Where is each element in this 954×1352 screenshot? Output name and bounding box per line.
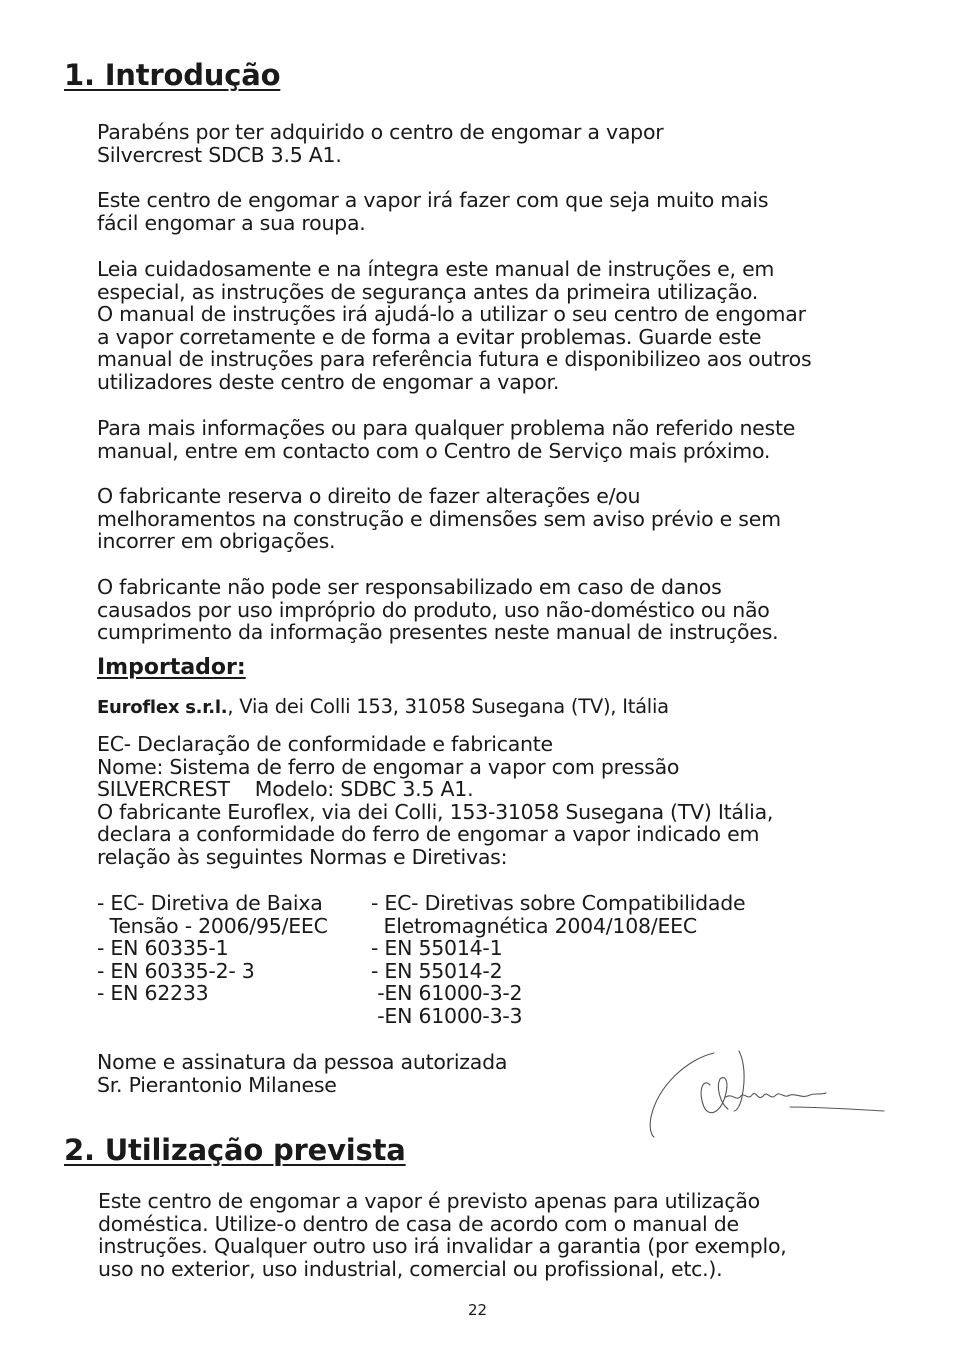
intro-paragraph-1: [97, 121, 663, 166]
norm-item: - EC- Diretivas sobre Compatibilidade: [371, 891, 746, 915]
text-line: O manual de instruções irá ajudá-lo a utilizar o seu centro de engomar: [97, 302, 806, 327]
intro-paragraph-4: [97, 417, 795, 462]
text-line: Parabéns por ter adquirido o centro de engomar a vapor: [97, 120, 664, 144]
text-line: utilizadores deste centro de engomar a vapor.: [97, 369, 560, 394]
text-line: O fabricante reserva o direito de fazer alterações e/ou: [97, 484, 641, 508]
norm-item: - EN 55014-1: [371, 936, 503, 961]
text-line: O fabricante Euroflex, via dei Colli, 153-31058 Susegana (TV) Itália,: [97, 799, 774, 824]
intro-paragraph-5: [97, 485, 781, 553]
text-line: SILVERCREST Modelo: SDBC 3.5 A1.: [97, 777, 474, 802]
text-line: declara a conformidade do ferro de engomar a vapor indicado em: [97, 822, 760, 847]
intro-paragraph-2: [97, 189, 768, 234]
text-line: manual, entre em contacto com o Centro de Serviço mais próximo.: [97, 438, 771, 463]
importer-address-text: , Via dei Colli 153, 31058 Susegana (TV), Itália: [227, 695, 669, 718]
norm-item: Tensão - 2006/95/EEC: [97, 913, 328, 938]
page-number: 22: [468, 1301, 488, 1319]
norm-item: - EN 55014-2: [371, 958, 503, 983]
text-line: especial, as instruções de segurança antes da primeira utilização.: [97, 279, 759, 304]
declaration-block: [97, 733, 773, 869]
importer-heading: Importador:: [97, 655, 246, 680]
norms-left-column: [97, 892, 328, 1005]
norms-right-column: [371, 892, 745, 1028]
text-line: causados por uso impróprio do produto, uso não-doméstico ou não: [97, 597, 770, 622]
norm-item: -EN 61000-3-3: [371, 1003, 523, 1028]
text-line: manual de instruções para referência futura e disponibilizeo aos outros: [97, 347, 812, 372]
signature-image: [640, 1045, 890, 1140]
signatory-block: [97, 1051, 507, 1096]
section-2-title: 2. Utilização prevista: [64, 1133, 406, 1167]
text-line: uso no exterior, uso industrial, comercial ou profissional, etc.).: [98, 1256, 723, 1281]
intended-use-paragraph: [98, 1190, 787, 1280]
text-line: incorrer em obrigações.: [97, 529, 336, 554]
norm-item: - EN 60335-1: [97, 936, 229, 961]
norm-item: Eletromagnética 2004/108/EEC: [371, 913, 697, 938]
text-line: cumprimento da informação presentes neste manual de instruções.: [97, 620, 779, 645]
text-line: EC- Declaração de conformidade e fabricante: [97, 732, 553, 756]
text-line: a vapor corretamente e de forma a evitar problemas. Guarde este: [97, 324, 762, 349]
text-line: Nome: Sistema de ferro de engomar a vapor com pressão: [97, 754, 680, 779]
text-line: Leia cuidadosamente e na íntegra este manual de instruções e, em: [97, 257, 775, 281]
text-line: fácil engomar a sua roupa.: [97, 210, 366, 235]
text-line: melhoramentos na construção e dimensões sem aviso prévio e sem: [97, 506, 781, 531]
text-line: relação às seguintes Normas e Diretivas:: [97, 844, 508, 869]
section-1-title: 1. Introdução: [64, 58, 281, 92]
norm-item: - EN 62233: [97, 981, 209, 1006]
text-line: Nome e assinatura da pessoa autorizada: [97, 1050, 508, 1074]
signatory-name: Sr. Pierantonio Milanese: [97, 1072, 337, 1097]
text-line: Silvercrest SDCB 3.5 A1.: [97, 142, 342, 167]
norm-item: - EN 60335-2- 3: [97, 958, 255, 983]
text-line: Para mais informações ou para qualquer problema não referido neste: [97, 416, 796, 440]
norm-item: - EC- Diretiva de Baixa: [97, 891, 323, 915]
importer-company: Euroflex s.r.l.: [97, 697, 228, 718]
intro-paragraph-3: [97, 258, 811, 394]
text-line: instruções. Qualquer outro uso irá invalidar a garantia (por exemplo,: [98, 1234, 787, 1259]
text-line: O fabricante não pode ser responsabilizado em caso de danos: [97, 575, 722, 599]
importer-address: [97, 696, 669, 720]
text-line: doméstica. Utilize-o dentro de casa de acordo com o manual de: [98, 1211, 739, 1236]
text-line: Este centro de engomar a vapor irá fazer com que seja muito mais: [97, 188, 769, 212]
norm-item: -EN 61000-3-2: [371, 981, 523, 1006]
intro-paragraph-6: [97, 576, 778, 644]
text-line: Este centro de engomar a vapor é previsto apenas para utilização: [98, 1189, 760, 1213]
